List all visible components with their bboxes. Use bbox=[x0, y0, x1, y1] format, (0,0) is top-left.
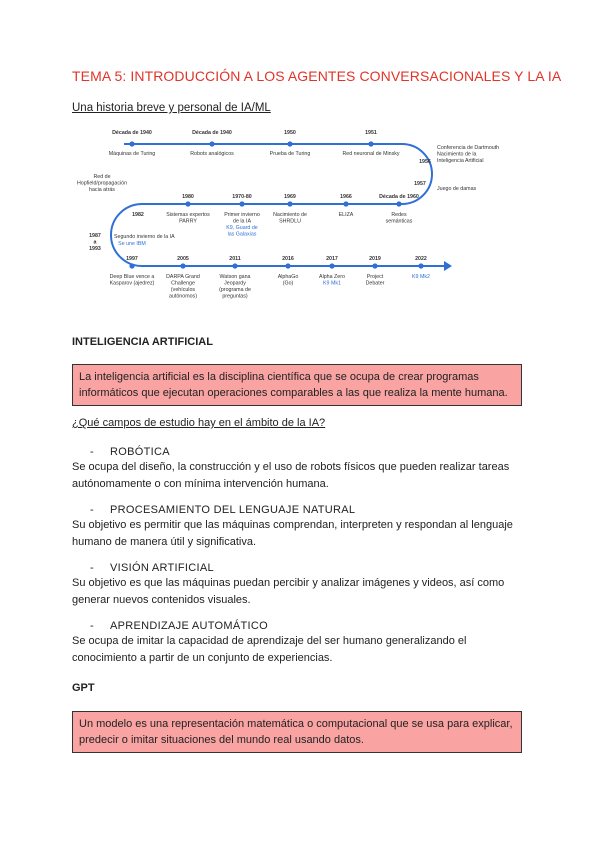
gpt-definition-box: Un modelo es una representación matemática o computacional que se usa para explicar, predecir o imitar situaciones del mundo real usando datos. bbox=[72, 711, 522, 753]
timeline-year: 2022 bbox=[415, 256, 427, 262]
timeline-label: DARPA Grand bbox=[166, 274, 200, 280]
timeline-year: Década de 1940 bbox=[192, 130, 232, 136]
timeline-label: Red de bbox=[93, 174, 111, 180]
timeline-dot bbox=[285, 263, 290, 268]
timeline-dot bbox=[287, 141, 292, 146]
timeline-label: Sistemas expertos bbox=[166, 212, 210, 218]
timeline-label: K9, Guard de bbox=[226, 225, 258, 231]
timeline-year: 2005 bbox=[177, 256, 189, 262]
timeline-label: K9 Mk2 bbox=[412, 274, 430, 280]
field-name: ROBÓTICA bbox=[110, 446, 170, 458]
timeline-year: 2016 bbox=[282, 256, 294, 262]
timeline-year: 1969 bbox=[284, 194, 296, 200]
timeline-label: (programa de bbox=[219, 287, 251, 293]
ia-heading: INTELIGENCIA ARTIFICIAL bbox=[72, 336, 213, 348]
ia-definition-box: La inteligencia artificial es la disciplina científica que se ocupa de crear programas informáticos que ejecutan operaciones comparables a las que realiza la mente humana. bbox=[72, 364, 522, 406]
timeline-dot bbox=[185, 201, 190, 206]
timeline-label: SHRDLU bbox=[279, 218, 301, 225]
field-title-pln bbox=[90, 504, 355, 516]
timeline-label: las Galaxias bbox=[227, 231, 257, 238]
timeline-dot bbox=[239, 201, 244, 206]
list-dash: - bbox=[90, 620, 94, 632]
field-title-vision bbox=[90, 562, 214, 574]
timeline-dot bbox=[368, 141, 373, 146]
timeline-label: Máquinas de Turing bbox=[108, 151, 156, 157]
timeline-label: hacia atrás bbox=[89, 187, 115, 193]
timeline-label: Segundo invierno de la IA bbox=[114, 234, 175, 240]
timeline-label: Juego de damas bbox=[437, 186, 477, 192]
timeline-label: Inteligencia Artificial bbox=[437, 158, 484, 164]
timeline-label: Hopfield/propagación bbox=[76, 180, 128, 187]
timeline-label: Kasparov (ajedrez) bbox=[109, 280, 155, 287]
timeline-year: 1980 bbox=[182, 194, 194, 200]
timeline-dot bbox=[396, 201, 401, 206]
timeline-dot bbox=[372, 263, 377, 268]
page-title: TEMA 5: INTRODUCCIÓN A LOS AGENTES CONVERSACIONALES Y LA IA bbox=[72, 68, 562, 84]
timeline-label: autónomos) bbox=[169, 293, 197, 300]
timeline-label: PARRY bbox=[179, 218, 197, 225]
timeline-dot bbox=[180, 263, 185, 268]
timeline-dot bbox=[287, 201, 292, 206]
list-dash: - bbox=[90, 562, 94, 574]
timeline-year: 1982 bbox=[132, 212, 144, 218]
field-name: VISIÓN ARTIFICIAL bbox=[110, 562, 214, 574]
timeline-label: Redes bbox=[391, 212, 407, 218]
fields-question: ¿Qué campos de estudio hay en el ámbito de la IA? bbox=[72, 417, 326, 429]
timeline-label: semánticas bbox=[385, 218, 413, 225]
timeline-dot bbox=[329, 263, 334, 268]
timeline-label: ELIZA bbox=[338, 212, 354, 218]
field-title-aprendizaje bbox=[90, 620, 268, 632]
timeline-line bbox=[108, 144, 444, 266]
timeline-label: de la IA bbox=[233, 218, 251, 225]
timeline-label: Se une IBM bbox=[118, 241, 146, 247]
timeline-label: Prueba de Turing bbox=[269, 151, 311, 157]
timeline-dot bbox=[232, 263, 237, 268]
timeline-label: Deep Blue vence a bbox=[109, 274, 155, 280]
timeline-label: Alpha Zero bbox=[319, 274, 345, 280]
timeline-subtitle: Una historia breve y personal de IA/ML bbox=[72, 102, 271, 114]
timeline-label: Red neuronal de Minsky bbox=[342, 151, 400, 157]
timeline-label: Jeopardy bbox=[224, 280, 246, 287]
timeline-label: K9 Mk1 bbox=[323, 280, 341, 287]
timeline-label: preguntas) bbox=[222, 293, 248, 300]
timeline-year: 1970-80 bbox=[232, 194, 252, 200]
timeline-label: Robots analógicos bbox=[190, 151, 234, 157]
timeline-arrow-head bbox=[444, 261, 452, 271]
timeline-year: 1997 bbox=[126, 256, 138, 262]
timeline-label: Project bbox=[366, 274, 384, 280]
timeline-dot bbox=[343, 201, 348, 206]
timeline-year: 1966 bbox=[340, 194, 352, 200]
field-desc-pln: Su objetivo es permitir que las máquinas comprendan, interpreten y respondan al lenguaje humano de manera útil y significativa. bbox=[72, 519, 513, 548]
timeline-label: Conferencia de Dartmouth bbox=[437, 145, 500, 151]
timeline-year: a bbox=[93, 239, 97, 246]
field-desc-aprendizaje: Se ocupa de imitar la capacidad de aprendizaje del ser humano generalizando el conocimiento a partir de un conjunto de experiencias. bbox=[72, 635, 467, 664]
timeline-label: Nacimiento de bbox=[273, 212, 307, 218]
timeline-label: Debater bbox=[365, 280, 385, 287]
timeline-dot bbox=[418, 263, 423, 268]
timeline-dot bbox=[129, 263, 134, 268]
ai-history-timeline bbox=[72, 120, 500, 320]
timeline-label: Watson gana bbox=[219, 274, 251, 280]
timeline-dot bbox=[129, 141, 134, 146]
timeline-dot bbox=[209, 141, 214, 146]
gpt-heading: GPT bbox=[72, 682, 95, 694]
list-dash: - bbox=[90, 504, 94, 516]
field-name: PROCESAMIENTO DEL LENGUAJE NATURAL bbox=[110, 504, 356, 516]
field-title-robotica bbox=[90, 446, 170, 458]
field-name: APRENDIZAJE AUTOMÁTICO bbox=[110, 620, 268, 632]
timeline-year: 1951 bbox=[365, 130, 377, 136]
timeline-label: Primer invierno bbox=[224, 212, 260, 218]
timeline-year: 2011 bbox=[229, 256, 241, 262]
timeline-year: 1956 bbox=[419, 159, 431, 165]
timeline-label: (vehículos bbox=[170, 287, 196, 293]
timeline-label: AlphaGo bbox=[277, 274, 299, 280]
timeline-year: 1987 bbox=[89, 233, 101, 239]
timeline-year: 2017 bbox=[326, 256, 338, 262]
timeline-year: Década de 1940 bbox=[112, 130, 152, 136]
timeline-label: Nacimiento de la bbox=[437, 151, 477, 158]
list-dash: - bbox=[90, 446, 94, 458]
field-desc-robotica: Se ocupa del diseño, la construcción y el uso de robots físicos que pueden realizar tareas autónomamente o con mínima intervención humana. bbox=[72, 461, 510, 490]
field-desc-vision: Su objetivo es que las máquinas puedan percibir y analizar imágenes y videos, así como generar nuevos contenidos visuales. bbox=[72, 577, 505, 606]
timeline-label: (Go) bbox=[282, 280, 294, 287]
timeline-label: Challenge bbox=[171, 280, 195, 287]
timeline-year: Década de 1960 bbox=[379, 194, 419, 200]
timeline-year: 1950 bbox=[284, 130, 296, 136]
timeline-year: 2019 bbox=[369, 256, 381, 262]
timeline-year: 1957 bbox=[414, 181, 426, 187]
timeline-year: 1993 bbox=[89, 246, 101, 252]
